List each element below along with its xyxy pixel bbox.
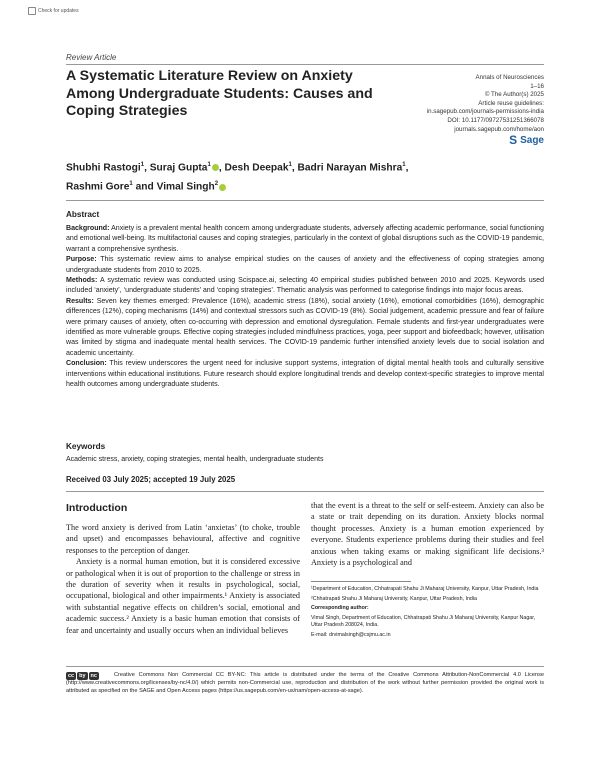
abstract-purpose: Purpose: This systematic review aims to analyse empirical studies on the causes of anxiety and the effectiveness of coping strategies among undergraduate students from 2010 to 2025. [66,256,544,274]
intro-right-column [311,500,544,568]
license-rule [66,666,544,667]
journal-info [427,74,544,134]
author-name: Badri Narayan Mishra [297,162,403,174]
journal-home[interactable]: journals.sagepub.com/home/aon [454,125,544,133]
journal-name: Annals of Neurosciences [475,74,544,81]
intro-left-column [66,522,300,636]
corresponding-author-heading: Corresponding author: [311,605,369,612]
author-list: Shubhi Rastogi$^1$, Suraj Gupta$^1$ , Desh Deepak$^1$, Badri Narayan Mishra$^1$, Rashmi Gore$^1$ and Vimal Singh$^2$ [66,162,409,193]
orcid-icon[interactable] [212,164,219,171]
author-name: Suraj Gupta [149,162,208,174]
author-name: Vimal Singh [156,181,215,193]
check-updates-label: Check for updates [38,8,79,14]
sage-label: Sage [520,134,544,146]
cc-icon: cc [68,673,75,679]
abstract-heading: Abstract [66,210,100,219]
affiliation-1: ¹Department of Education, Chhatrapati Shahu Ji Maharaj University, Kanpur, Uttar Pradesh, India [311,586,539,592]
intro-paragraph: The word anxiety is derived from Latin ‘anxietas’ (to choke, trouble and upset) and encompasses behavioural, affective and cognitive responses to the perception of danger. [66,523,300,555]
intro-paragraph: that the event is a threat to the self or self-esteem. Anxiety can also be a state or trait depending on its duration. Anxiety blocks normal thought processes. Anxiety is a human emotion experienced by everyone. Students experience problems during their studies and feel anxious when taking exams or making significant life decisions.³ Anxiety is a psychological and [311,501,544,568]
nc-icon: nc [90,673,97,679]
keywords-text: Academic stress, anxiety, coping strategies, mental health, undergraduate students [66,456,324,463]
author-name: Desh Deepak [224,162,289,174]
journal-copyright: © The Author(s) 2025 [484,91,544,99]
affiliation-2: ²Chhatrapati Shahu Ji Maharaj University, Kanpur, Uttar Pradesh, India [311,595,477,602]
intro-paragraph: Anxiety is a normal human emotion, but it is considered excessive or pathological when it is out of proportion to the challenge or stress in the duration of severity when it results in psychological, social, occupational, biological and other impairments.¹ Anxiety is associated with substantial negative effects on children’s social, emotional and academic success.² Anxiety is a basic human emotion that consists of fear and uncertainty and usually occurs when an individual believes [66,557,300,635]
sage-logo [509,133,544,147]
received-dates: Received 03 July 2025; accepted 19 July 2025 [66,475,236,484]
authors-rule [66,200,544,201]
abstract-results: Results: Seven key themes emerged: Prevalence (16%), academic stress (18%), social anxiety (16%), emotional comorbidities (16%), demographic differences (12%), coping mechanisms (14%) and contextual stressors such as COVID-19 (8%). Social judgement, academic pressure and fear of failure were primary causes of anxiety, often co-occurring with depression and emotional dysregulation. Female students and first-year undergraduates were identified as more vulnerable groups. Effective coping strategies included mindfulness practices, yoga, peer support and biofeedback; however, utilisation was limited by stigma and inadequate mental health services. The COVID-19 pandemic further intensified anxiety levels due to social isolation and academic uncertainty. [66,297,544,357]
by-icon: by [79,673,86,679]
sage-s-icon: S [509,133,518,147]
orcid-icon[interactable] [219,184,226,191]
abstract-methods: Methods: A systematic review was conducted using Scispace.ai, selecting 40 empirical studies published between 2010 and 2025. Keywords used included ‘anxiety’, ‘undergraduate students’ and ‘coping strategies’. Thematic analysis was performed to categorise findings into major focus areas. [66,277,544,295]
article-title: A Systematic Literature Review on Anxiety Among Undergraduate Students: Causes and Coping Strategies [66,68,373,119]
header-rule [66,64,544,65]
footnotes [311,586,544,642]
corresponding-email[interactable]: E-mail: drvimalsingh@csjmu.ac.in [311,631,391,638]
abstract-body [66,224,544,391]
check-for-updates[interactable] [28,7,79,15]
abstract-conclusion: Conclusion: This review underscores the urgent need for inclusive support systems, integration of digital mental health tools and culturally sensitive interventions within educational institutions. Future research should explore longitudinal trends and develop context-specific strategies to improve mental health outcomes among undergraduate students. [66,360,544,389]
journal-doi[interactable]: DOI: 10.1177/09727531251366078 [447,116,544,124]
license-text: Creative Commons Non Commercial CC BY-NC: This article is distributed under the terms of the Creative Commons Attribution-NonCommercial 4.0 License (http://www.creativecommons.org/licenses/by-nc/4.0/) which permits non-Commercial use, reproduction and distribution of the work without further permission provided the original work is attributed as specified on the SAGE and Open Access pages (https://us.sagepub.com/en-us/nam/open-access-at-sage). [66,672,544,695]
corresponding-author: Vimal Singh, Department of Education, Chhatrapati Shahu Ji Maharaj University, Kanpur Nagar, Uttar Pradesh 208024, India. [311,614,536,629]
journal-reuse: Article reuse guidelines: [478,99,544,107]
journal-reuse-url[interactable]: in.sagepub.com/journals-permissions-india [426,108,544,116]
footnote-rule [311,581,411,582]
dates-rule [66,491,544,492]
introduction-heading: Introduction [66,502,128,514]
check-updates-icon [28,7,36,15]
abstract-background: Background: Anxiety is a prevalent mental health concern among undergraduate students, adversely affecting academic performance, social functioning and emotional well-being. Its multifactorial causes and coping strategies, particularly in the context of global disruptions such as the COVID-19 pandemic, warrant a comprehensive synthesis. [66,225,544,253]
author-name: Shubhi Rastogi [66,162,141,174]
keywords-heading: Keywords [66,442,106,451]
author-name: Rashmi Gore [66,181,130,193]
article-type: Review Article [66,53,117,62]
journal-pages: 1–16 [530,82,544,90]
